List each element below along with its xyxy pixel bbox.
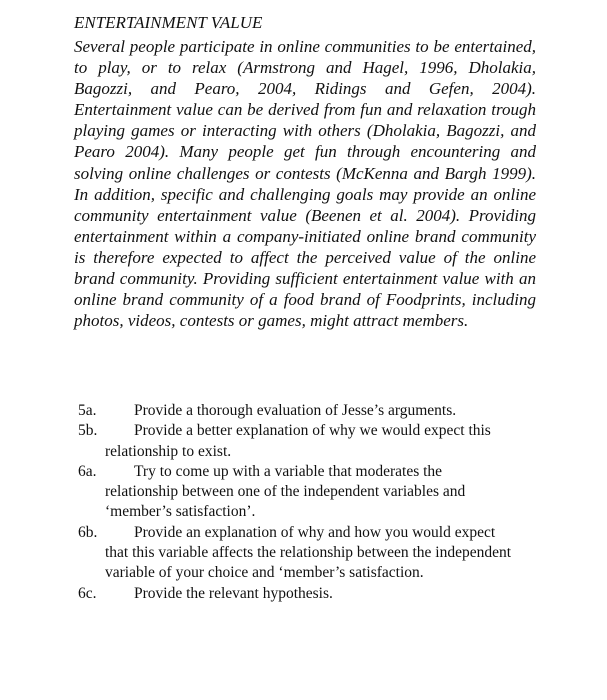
question-text: Provide an explanation of why and how you would expect that this variable affects the relationship between the independent variable of your choice and ‘member’s satisfaction. xyxy=(105,523,512,582)
section-body-paragraph: Several people participate in online communities to be entertained, to play, or to relax (Armstrong and Hagel, 1996, Dholakia, Bagozzi, and Pearo, 2004, Ridings and Gefen, 2004). Entertainment value can be derived from fun and relaxation trough playing games or interacting with others (Dholakia, Bagozzi, and Pearo 2004). Many people get fun through encountering and solving online challenges or contests (McKenna and Bargh 1999). In addition, specific and challenging goals may provide an online community entertainment value (Beenen et al. 2004). Providing entertainment within a company-initiated online brand community is therefore expected to affect the perceived value of the online brand community. Providing sufficient entertainment value with an online brand community of a food brand of Foodprints, including photos, videos, contests or games, might attract members. xyxy=(74,37,536,331)
question-item xyxy=(78,401,518,421)
question-list xyxy=(78,401,518,604)
question-item xyxy=(78,584,518,604)
question-text: Provide a better explanation of why we would expect this relationship to exist. xyxy=(105,422,491,460)
question-item xyxy=(78,421,518,462)
question-item xyxy=(78,462,518,523)
section-heading: ENTERTAINMENT VALUE xyxy=(74,13,263,32)
question-text: Try to come up with a variable that moderates the relationship between one of the independent variables and ‘member’s satisfaction’. xyxy=(105,462,466,521)
question-number: 6b. xyxy=(78,523,98,541)
question-text: Provide a thorough evaluation of Jesse’s arguments. xyxy=(134,402,457,419)
question-item xyxy=(78,523,518,584)
question-number: 5b. xyxy=(78,422,98,440)
question-number: 6a. xyxy=(78,462,97,480)
question-number: 6c. xyxy=(78,584,97,602)
question-text: Provide the relevant hypothesis. xyxy=(134,584,333,602)
question-number: 5a. xyxy=(78,402,97,419)
